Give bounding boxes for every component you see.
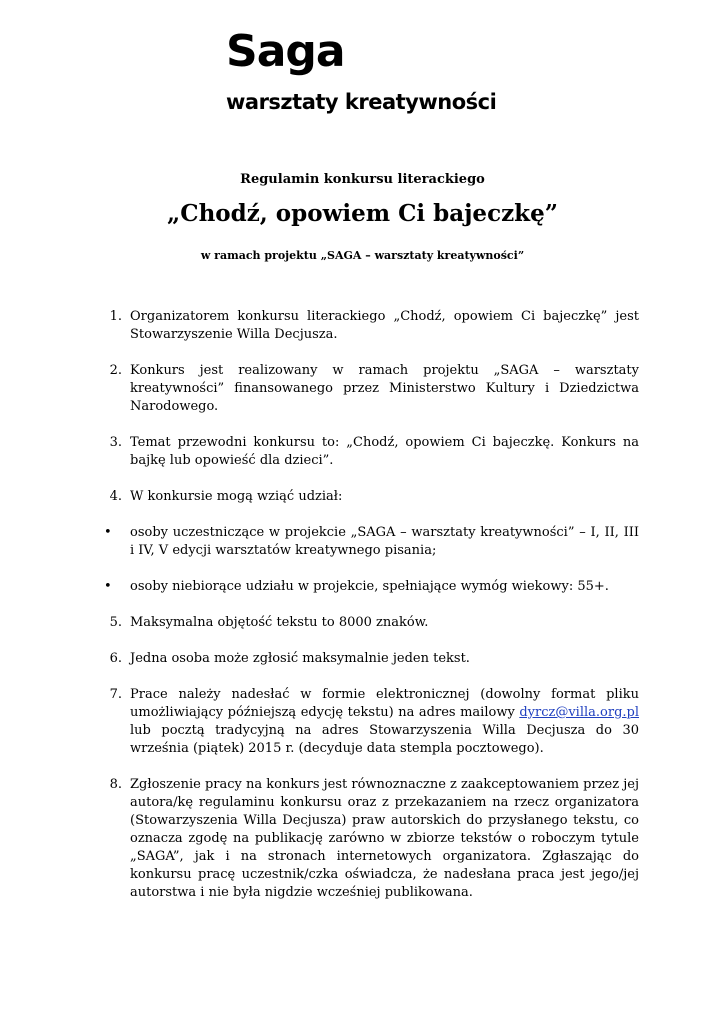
rule-text: W konkursie mogą wziąć udział: [130, 489, 343, 504]
rule-item-7 [104, 686, 639, 758]
rule-text-after-email: lub pocztą tradycyjną na adres Stowarzyszenia Willa Decjusza do 30 września (piątek) 2015 r. (decyduje data stempla pocztowego). [130, 723, 639, 756]
rule-number: 2. [109, 363, 122, 378]
rule-item-6 [104, 650, 639, 668]
rule-item-8 [104, 776, 639, 902]
rule-text-before-email: Prace należy nadesłać w formie elektronicznej (dowolny format pliku umożliwiający późniejszą edycję tekstu) na adres mailowy [130, 687, 639, 720]
rules-list [104, 308, 639, 902]
bullet-text: osoby niebiorące udziału w projekcie, spełniające wymóg wiekowy: 55+. [130, 579, 609, 594]
rule-item-1 [104, 308, 639, 344]
rule-number: 3. [109, 435, 122, 450]
rule-text: Konkurs jest realizowany w ramach projektu „SAGA – warsztaty kreatywności” finansowanego przez Ministerstwo Kultury i Dziedzictwa Narodowego. [130, 363, 639, 414]
bullet-item-1 [104, 524, 639, 560]
rule-number: 7. [109, 687, 122, 702]
rule-number: 5. [109, 615, 122, 630]
email-link[interactable]: dyrcz@villa.org.pl [519, 705, 639, 720]
rule-number: 1. [109, 309, 122, 324]
bullet-icon: • [104, 525, 112, 540]
logo-title: Saga [226, 26, 345, 77]
rule-text: Maksymalna objętość tekstu to 8000 znaków. [130, 615, 429, 630]
rule-text: Jedna osoba może zgłosić maksymalnie jeden tekst. [130, 651, 470, 666]
rule-text: Organizatorem konkursu literackiego „Chodź, opowiem Ci bajeczkę” jest Stowarzyszenie Willa Decjusza. [130, 309, 639, 342]
project-note: w ramach projektu „SAGA – warsztaty kreatywności” [200, 249, 525, 262]
rule-item-2 [104, 362, 639, 416]
rule-item-5 [104, 614, 639, 632]
rule-number: 6. [109, 651, 122, 666]
rules-title: Regulamin konkursu literackiego [240, 172, 485, 187]
bullet-item-2 [104, 578, 639, 596]
bullet-icon: • [104, 579, 112, 594]
bullet-text: osoby uczestniczące w projekcie „SAGA – warsztaty kreatywności” – I, II, III i IV, V edycji warsztatów kreatywnego pisania; [130, 525, 639, 558]
rule-number: 8. [109, 777, 122, 792]
rule-item-3 [104, 434, 639, 470]
contest-name: „Chodź, opowiem Ci bajeczkę” [167, 200, 558, 227]
rule-text: Temat przewodni konkursu to: „Chodź, opowiem Ci bajeczkę. Konkurs na bajkę lub opowieść dla dzieci”. [130, 435, 639, 468]
saga-logo [226, 24, 516, 114]
rule-text: Zgłoszenie pracy na konkurs jest równoznaczne z zaakceptowaniem przez jej autora/kę regulaminu konkursu oraz z przekazaniem na rzecz organizatora (Stowarzyszenia Willa Decjusza) praw autorskich do przysłanego tekstu, co oznacza zgodę na publikację zarówno w zbiorze tekstów o roboczym tytule „SAGA”, jak i na stronach internetowych organizatora. Zgłaszając do konkursu pracę uczestnik/czka oświadcza, że nadesłana praca jest jego/jej autorstwa i nie była nigdzie wcześniej publikowana. [130, 777, 639, 900]
rule-item-4 [104, 488, 639, 506]
logo-subtitle: warsztaty kreatywności [226, 90, 497, 114]
rule-number: 4. [109, 489, 122, 504]
